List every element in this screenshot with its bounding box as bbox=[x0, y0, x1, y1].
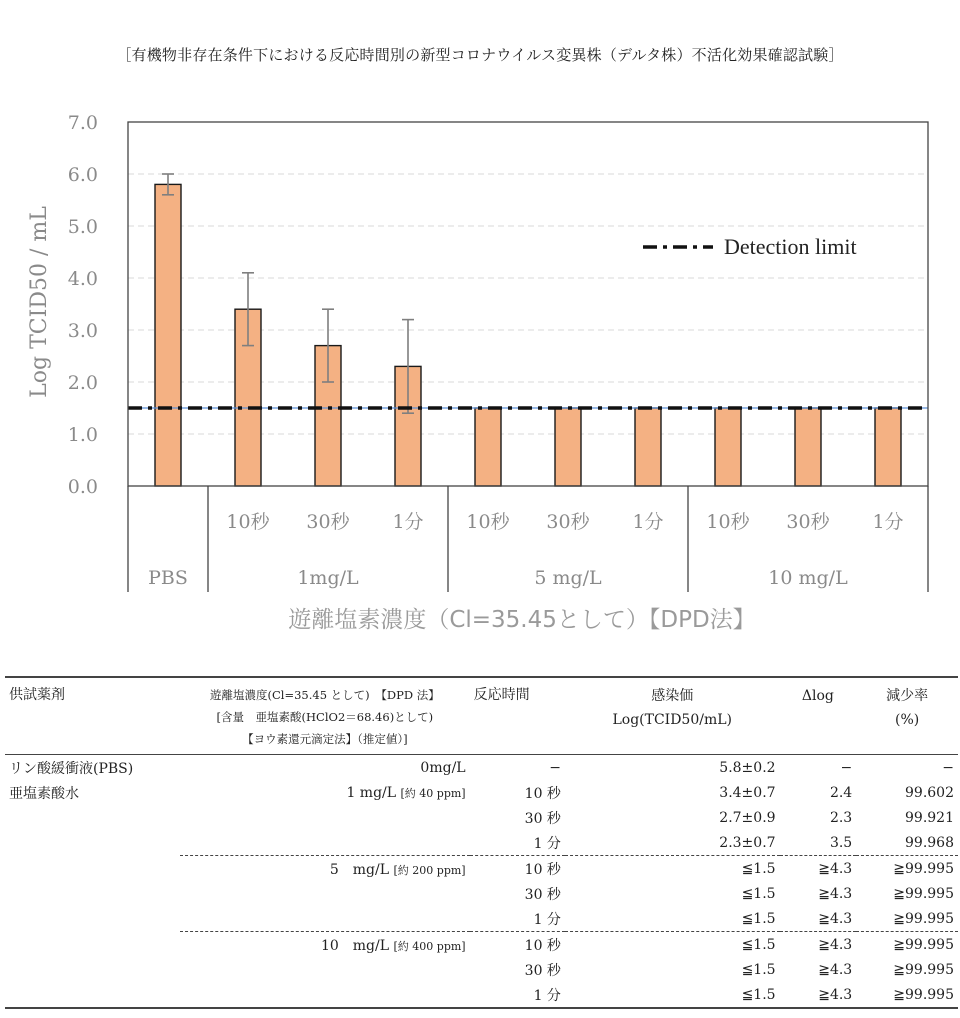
cell-reduction: ≧99.995 bbox=[893, 910, 954, 927]
category-labels bbox=[148, 511, 903, 589]
cell-agent bbox=[5, 957, 180, 982]
category-label: 30秒 bbox=[546, 511, 590, 533]
cell-agent bbox=[5, 906, 180, 932]
table-header-row bbox=[5, 677, 958, 755]
cell-reduction: 99.921 bbox=[905, 809, 954, 826]
category-label: 1分 bbox=[632, 511, 664, 533]
cell-delta-log: 3.5 bbox=[829, 834, 853, 851]
cell-agent: リン酸緩衝液(PBS) bbox=[9, 760, 134, 777]
cell-reaction-time: 1 分 bbox=[533, 911, 561, 928]
cell-agent bbox=[5, 830, 180, 856]
cell-agent bbox=[5, 932, 180, 958]
table-body bbox=[5, 755, 958, 1009]
table-row bbox=[5, 830, 958, 856]
cell-reaction-time: − bbox=[549, 759, 561, 776]
cell-concentration bbox=[180, 805, 469, 830]
y-tick-label: 7.0 bbox=[67, 112, 98, 134]
table-row bbox=[5, 856, 958, 882]
category-label: 1分 bbox=[392, 511, 424, 533]
header-concentration bbox=[180, 677, 469, 755]
header-concentration-line-3: 【ヨウ素還元滴定法】（推定値）] bbox=[242, 732, 408, 746]
cell-delta-log: ≧4.3 bbox=[780, 856, 857, 882]
cell-reduction: ≧99.995 bbox=[893, 885, 954, 902]
cell-reaction-time: 30 秒 bbox=[524, 810, 561, 827]
cell-reduction: ≧99.995 bbox=[893, 961, 954, 978]
cell-reduction: 99.968 bbox=[905, 834, 954, 851]
header-reduction-line-1: 減少率 bbox=[886, 688, 929, 704]
cell-reduction: 99.602 bbox=[905, 784, 954, 801]
cell-delta-log: 2.4 bbox=[829, 784, 853, 801]
y-tick-label: 3.0 bbox=[67, 320, 98, 342]
header-infectivity bbox=[565, 677, 780, 755]
cell-concentration bbox=[180, 780, 469, 805]
cell-concentration bbox=[180, 856, 469, 882]
cell-infectivity: ≦1.5 bbox=[565, 856, 780, 882]
category-label: 30秒 bbox=[786, 511, 830, 533]
cell-infectivity: 5.8±0.2 bbox=[719, 759, 776, 776]
cell-concentration bbox=[180, 982, 469, 1008]
header-delta-log: Δlog bbox=[801, 688, 834, 704]
cell-infectivity: ≦1.5 bbox=[741, 885, 776, 902]
y-tick-label: 4.0 bbox=[67, 268, 98, 290]
bar bbox=[715, 408, 741, 486]
cell-reduction: ≧99.995 bbox=[856, 856, 958, 882]
concentration-value: 0mg/L bbox=[420, 759, 466, 776]
table-row bbox=[5, 957, 958, 982]
cell-reaction-time: 10 秒 bbox=[470, 932, 565, 958]
bar bbox=[795, 408, 821, 486]
legend-label: Detection limit bbox=[724, 234, 857, 259]
cell-agent bbox=[5, 881, 180, 906]
category-label: 1分 bbox=[872, 511, 904, 533]
cell-delta-log: ≧4.3 bbox=[818, 885, 853, 902]
concentration-ppm-note: [約 200 ppm] bbox=[393, 863, 466, 877]
table-row bbox=[5, 755, 958, 781]
cell-reduction: ≧99.995 bbox=[856, 932, 958, 958]
cell-infectivity: 3.4±0.7 bbox=[719, 784, 776, 801]
cell-delta-log: ≧4.3 bbox=[818, 910, 853, 927]
header-concentration-line-2: [含量 亜塩素酸(HClO2＝68.46)として) bbox=[216, 710, 434, 724]
cell-reaction-time: 1 分 bbox=[470, 982, 565, 1008]
bar bbox=[635, 408, 661, 486]
cell-agent bbox=[5, 805, 180, 830]
page-title: ［有機物非存在条件下における反応時間別の新型コロナウイルス変異株（デルタ株）不活化効果確認試験］ bbox=[116, 46, 844, 64]
cell-reaction-time: 30 秒 bbox=[524, 886, 561, 903]
cell-concentration bbox=[180, 906, 469, 932]
cell-infectivity: ≦1.5 bbox=[741, 910, 776, 927]
group-label: 10 mg/L bbox=[768, 567, 848, 589]
cell-delta-log: ≧4.3 bbox=[780, 932, 857, 958]
cell-agent bbox=[5, 856, 180, 882]
cell-concentration bbox=[180, 932, 469, 958]
header-agent: 供試薬剤 bbox=[9, 687, 65, 703]
table-row bbox=[5, 780, 958, 805]
group-label: 5 mg/L bbox=[534, 567, 602, 589]
bar bbox=[555, 408, 581, 486]
cell-reaction-time: 10 秒 bbox=[524, 785, 561, 802]
bar bbox=[475, 408, 501, 486]
bars bbox=[155, 184, 901, 486]
y-tick-label: 6.0 bbox=[67, 164, 98, 186]
results-table bbox=[5, 676, 958, 1009]
category-label: 30秒 bbox=[306, 511, 350, 533]
cell-reduction: − bbox=[942, 759, 954, 776]
group-label: PBS bbox=[148, 567, 188, 589]
cell-infectivity: 2.7±0.9 bbox=[719, 809, 776, 826]
y-tick-label: 2.0 bbox=[67, 372, 98, 394]
header-reduction-line-2: (%) bbox=[894, 712, 920, 728]
cell-concentration bbox=[180, 755, 469, 781]
cell-agent bbox=[5, 982, 180, 1008]
category-label: 10秒 bbox=[706, 511, 750, 533]
cell-agent: 亜塩素酸水 bbox=[9, 785, 79, 802]
cell-reaction-time: 1 分 bbox=[533, 835, 561, 852]
cell-reaction-time: 30 秒 bbox=[524, 962, 561, 979]
concentration-value: 5 mg/L bbox=[329, 861, 390, 878]
header-infectivity-line-1: 感染価 bbox=[651, 688, 694, 704]
group-label: 1mg/L bbox=[297, 567, 359, 589]
bar bbox=[875, 408, 901, 486]
y-tick-label: 5.0 bbox=[67, 216, 98, 238]
table-row bbox=[5, 906, 958, 932]
concentration-value: 10 mg/L bbox=[320, 937, 390, 954]
cell-infectivity: ≦1.5 bbox=[741, 961, 776, 978]
legend bbox=[643, 234, 857, 259]
cell-concentration bbox=[180, 881, 469, 906]
concentration-value: 1 mg/L bbox=[346, 784, 397, 801]
cell-reduction: ≧99.995 bbox=[856, 982, 958, 1008]
y-tick-label: 0.0 bbox=[67, 476, 98, 498]
concentration-ppm-note: [約 400 ppm] bbox=[393, 939, 466, 953]
cell-reaction-time: 10 秒 bbox=[470, 856, 565, 882]
category-label: 10秒 bbox=[226, 511, 270, 533]
table-row bbox=[5, 805, 958, 830]
y-tick-label: 1.0 bbox=[67, 424, 98, 446]
cell-concentration bbox=[180, 830, 469, 856]
x-axis-label: 遊離塩素濃度（Cl=35.45として）【DPD法】 bbox=[288, 607, 756, 633]
header-reaction-time: 反応時間 bbox=[473, 687, 530, 703]
cell-infectivity: 2.3±0.7 bbox=[719, 834, 776, 851]
table-row bbox=[5, 932, 958, 958]
bar bbox=[155, 184, 181, 486]
cell-infectivity: ≦1.5 bbox=[565, 932, 780, 958]
concentration-ppm-note: [約 40 ppm] bbox=[400, 786, 466, 800]
cell-infectivity: ≦1.5 bbox=[565, 982, 780, 1008]
header-infectivity-line-2: Log(TCID50/mL) bbox=[612, 712, 732, 728]
y-tick-labels bbox=[68, 112, 98, 498]
cell-delta-log: ≧4.3 bbox=[780, 982, 857, 1008]
cell-delta-log: ≧4.3 bbox=[818, 961, 853, 978]
cell-concentration bbox=[180, 957, 469, 982]
cell-delta-log: 2.3 bbox=[829, 809, 853, 826]
error-bars bbox=[162, 174, 414, 413]
header-reduction bbox=[856, 677, 958, 755]
cell-delta-log: − bbox=[840, 759, 853, 776]
category-label: 10秒 bbox=[466, 511, 510, 533]
y-axis-label: Log TCID50 / mL bbox=[27, 206, 52, 398]
table-row bbox=[5, 982, 958, 1008]
table-row bbox=[5, 881, 958, 906]
header-concentration-line-1: 遊離塩濃度(Cl=35.45 として) 【DPD 法】 bbox=[209, 688, 440, 702]
